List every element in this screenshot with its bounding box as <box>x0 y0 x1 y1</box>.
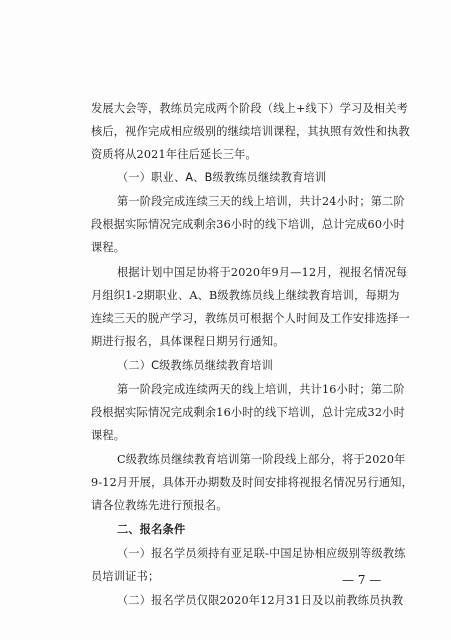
paragraph-line: 第一阶段完成连续三天的线上培训，共计24小时；第二阶 <box>117 195 405 208</box>
section-heading-2: （二）C级教练员继续教育培训 <box>117 359 274 372</box>
paragraph-line: 期进行报名，具体课程日期另行通知。 <box>91 335 285 348</box>
paragraph-line: 9-12月开展，具体开办期数及时间安排将视报名情况另行通知， <box>91 476 414 489</box>
section-heading-1: （一）职业、A、B级教练员继续教育培训 <box>117 171 327 184</box>
paragraph-line: （二）报名学员仅限2020年12月31日及以前教练员执教 <box>117 594 404 607</box>
paragraph-line: 连续三天的脱产学习，教练员可根据个人时间及工作安排选择一 <box>91 312 410 325</box>
paragraph-line: 根据计划中国足协将于2020年9月—12月，视报名情况每 <box>117 266 408 279</box>
paragraph-line: 核后，视作完成相应级别的继续培训课程，其执照有效性和执教 <box>91 125 410 138</box>
paragraph-line: C级教练员继续教育培训第一阶段线上部分，将于2020年 <box>117 453 406 466</box>
paragraph-line: （一）报名学员须持有亚足联-中国足协相应级别等级教练 <box>117 547 406 560</box>
paragraph-line: 课程。 <box>91 429 126 442</box>
paragraph-line: 资质将从2021年往后延长三年。 <box>91 148 257 161</box>
paragraph-line: 月组织1-2期职业、A、B级教练员线上继续教育培训，每期为 <box>91 289 400 302</box>
paragraph-line: 请各位教练先进行预报名。 <box>91 499 228 512</box>
paragraph-line: 第一阶段完成连续两天的线上培训，共计16小时；第二阶 <box>117 383 405 396</box>
section-heading-main: 二、报名条件 <box>117 523 186 536</box>
paragraph-line: 员培训证书； <box>91 570 160 583</box>
paragraph-line: 课程。 <box>91 241 126 254</box>
paragraph-line: 发展大会等，教练员完成两个阶段（线上+线下）学习及相关考 <box>91 102 409 115</box>
paragraph-line: 段根据实际情况完成剩余16小时的线下培训，总计完成32小时 <box>91 406 405 419</box>
paragraph-line: 段根据实际情况完成剩余36小时的线下培训，总计完成60小时 <box>91 218 405 231</box>
page-number: — 7 — <box>342 573 382 587</box>
